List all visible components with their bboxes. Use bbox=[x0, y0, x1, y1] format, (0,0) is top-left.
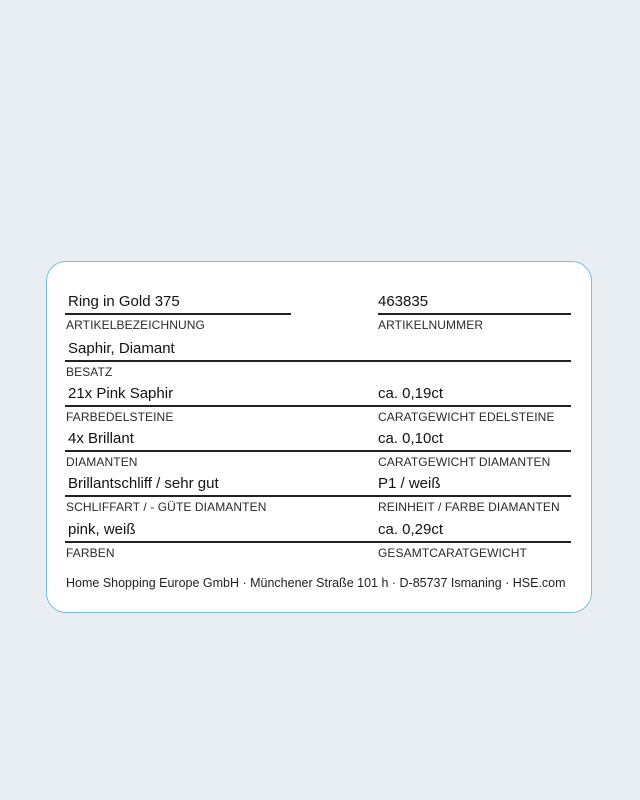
divider-left bbox=[65, 313, 291, 315]
total-carat-value: ca. 0,29ct bbox=[378, 521, 444, 538]
gemstone-carat-value: ca. 0,19ct bbox=[378, 385, 444, 402]
setting-value: Saphir, Diamant bbox=[68, 340, 175, 357]
setting-label: BESATZ bbox=[66, 365, 113, 379]
colors-value: pink, weiß bbox=[68, 521, 136, 538]
divider-full bbox=[65, 495, 571, 497]
cut-value: Brillantschliff / sehr gut bbox=[68, 475, 219, 492]
colors-label: FARBEN bbox=[66, 546, 115, 560]
clarity-color-label: REINHEIT / FARBE DIAMANTEN bbox=[378, 500, 560, 514]
row-colors bbox=[47, 521, 591, 567]
row-setting bbox=[47, 340, 591, 386]
clarity-color-value: P1 / weiß bbox=[378, 475, 441, 492]
product-info-card bbox=[46, 261, 592, 613]
diamonds-value: 4x Brillant bbox=[68, 430, 134, 447]
divider-right bbox=[378, 313, 571, 315]
row-article bbox=[47, 293, 591, 339]
divider-full bbox=[65, 450, 571, 452]
article-name-label: ARTIKELBEZEICHNUNG bbox=[66, 318, 205, 332]
gemstones-value: 21x Pink Saphir bbox=[68, 385, 174, 402]
divider-full bbox=[65, 360, 571, 362]
divider-full bbox=[65, 541, 571, 543]
gemstones-label: FARBEDELSTEINE bbox=[66, 410, 174, 424]
diamonds-label: DIAMANTEN bbox=[66, 455, 138, 469]
company-footer: Home Shopping Europe GmbH · Münchener Straße 101 h · D-85737 Ismaning · HSE.com bbox=[66, 576, 566, 590]
total-carat-label: GESAMTCARATGEWICHT bbox=[378, 546, 527, 560]
cut-label: SCHLIFFART / - GÜTE DIAMANTEN bbox=[66, 500, 267, 514]
row-gemstones bbox=[47, 385, 591, 431]
gemstone-carat-label: CARATGEWICHT EDELSTEINE bbox=[378, 410, 555, 424]
diamond-carat-label: CARATGEWICHT DIAMANTEN bbox=[378, 455, 551, 469]
row-cut bbox=[47, 475, 591, 521]
diamond-carat-value: ca. 0,10ct bbox=[378, 430, 444, 447]
row-diamonds bbox=[47, 430, 591, 476]
article-name-value: Ring in Gold 375 bbox=[68, 293, 180, 310]
article-number-value: 463835 bbox=[378, 293, 429, 310]
divider-full bbox=[65, 405, 571, 407]
article-number-label: ARTIKELNUMMER bbox=[378, 318, 484, 332]
